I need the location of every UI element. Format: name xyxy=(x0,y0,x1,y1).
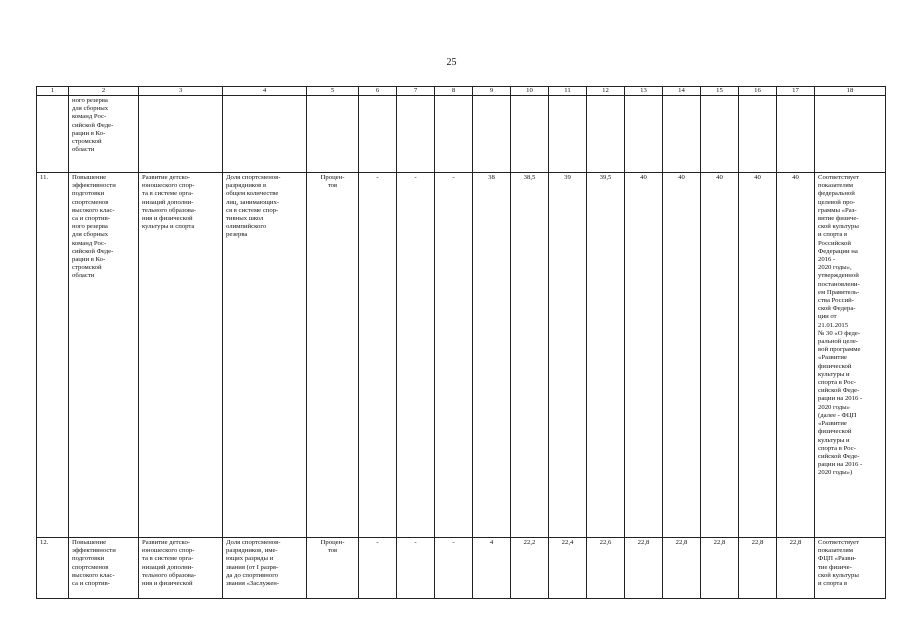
cell-value: - xyxy=(359,173,397,538)
column-number: 16 xyxy=(739,87,777,96)
cell-empty xyxy=(359,96,397,173)
column-number: 15 xyxy=(701,87,739,96)
cell-value: 4 xyxy=(473,538,511,599)
cell-note: Соответствует показателям федеральной целевой про- граммы «Раз- витие физиче- ской культуры и спорта в Российской Федерации на 2016 - 2020 годы», утвержденной постановлени- ем Правитель- ства Россий- ской Федера- ции от 21.01.2015 № 30 «О феде- ральной целе- вой программе «Развитие физической культуры и спорта в Рос- сийской Феде- рации на 2016 - 2020 годы» (далее - ФЦП «Развитие физической культуры и спорта в Рос- сийской Феде- рации на 2016 - 2020 годы») xyxy=(815,173,886,538)
cell-value: - xyxy=(359,538,397,599)
cell-value: 22,8 xyxy=(625,538,663,599)
cell-index: 12. xyxy=(37,538,69,599)
cell-index: 11. xyxy=(37,173,69,538)
column-number: 10 xyxy=(511,87,549,96)
table-row-12 xyxy=(37,538,886,599)
cell-index xyxy=(37,96,69,173)
cell-value: 22,2 xyxy=(511,538,549,599)
cell-empty xyxy=(739,96,777,173)
cell-value: 38,5 xyxy=(511,173,549,538)
cell-empty xyxy=(223,96,307,173)
indicators-table xyxy=(36,86,886,599)
table-row-11 xyxy=(37,173,886,538)
cell-value: 40 xyxy=(739,173,777,538)
cell-empty xyxy=(663,96,701,173)
column-number: 5 xyxy=(307,87,359,96)
cell-goal: ного резерва для сборных команд Рос- сийской Феде- рации в Ко- стромской области xyxy=(69,96,139,173)
column-number: 17 xyxy=(777,87,815,96)
cell-value: - xyxy=(435,173,473,538)
cell-value: 22,4 xyxy=(549,538,587,599)
cell-value: 40 xyxy=(701,173,739,538)
column-number: 7 xyxy=(397,87,435,96)
cell-value: - xyxy=(397,173,435,538)
cell-empty xyxy=(815,96,886,173)
column-number: 3 xyxy=(139,87,223,96)
cell-task: Развитие детско- юношеского спор- та в системе орга- низаций дополни- тельного образова- ния и физической xyxy=(139,538,223,599)
cell-goal: Повышение эффективности подготовки спортсменов высокого клас- са и спортив- ного резерва для сборных команд Рос- сийской Феде- рации в Ко- стромской области xyxy=(69,173,139,538)
cell-value: 22,8 xyxy=(663,538,701,599)
column-number: 13 xyxy=(625,87,663,96)
cell-empty xyxy=(625,96,663,173)
cell-empty xyxy=(307,96,359,173)
cell-value: 40 xyxy=(777,173,815,538)
cell-unit: Процен- тов xyxy=(307,173,359,538)
cell-value: 38 xyxy=(473,173,511,538)
cell-empty xyxy=(777,96,815,173)
column-number: 2 xyxy=(69,87,139,96)
column-number-row xyxy=(37,87,886,96)
cell-empty xyxy=(701,96,739,173)
cell-value: 22,6 xyxy=(587,538,625,599)
column-number: 12 xyxy=(587,87,625,96)
page-number: 25 xyxy=(446,57,457,68)
cell-value: - xyxy=(435,538,473,599)
cell-empty xyxy=(435,96,473,173)
table-row-continuation xyxy=(37,96,886,173)
cell-empty xyxy=(511,96,549,173)
column-number: 1 xyxy=(37,87,69,96)
cell-value: 22,8 xyxy=(777,538,815,599)
cell-empty xyxy=(587,96,625,173)
cell-value: 40 xyxy=(625,173,663,538)
column-number: 4 xyxy=(223,87,307,96)
cell-value: 22,8 xyxy=(739,538,777,599)
cell-value: 39 xyxy=(549,173,587,538)
column-number: 8 xyxy=(435,87,473,96)
cell-indicator: Доля спортсменов- разрядников, име- ющих разряды и звания (от I разря- да до спортивного звания «Заслужен- xyxy=(223,538,307,599)
cell-value: 40 xyxy=(663,173,701,538)
cell-value: 22,8 xyxy=(701,538,739,599)
cell-empty xyxy=(549,96,587,173)
cell-task: Развитие детско- юношеского спор- та в системе орга- низаций дополни- тельного образова- ния и физической культуры и спорта xyxy=(139,173,223,538)
cell-empty xyxy=(397,96,435,173)
cell-unit: Процен- тов xyxy=(307,538,359,599)
column-number: 14 xyxy=(663,87,701,96)
column-number: 9 xyxy=(473,87,511,96)
cell-note: Соответствует показателям ФЦП «Разви- тие физиче- ской культуры и спорта в xyxy=(815,538,886,599)
cell-empty xyxy=(139,96,223,173)
cell-value: - xyxy=(397,538,435,599)
column-number: 11 xyxy=(549,87,587,96)
column-number: 6 xyxy=(359,87,397,96)
cell-empty xyxy=(473,96,511,173)
cell-goal: Повышение эффективности подготовки спортсменов высокого клас- са и спортив- xyxy=(69,538,139,599)
cell-indicator: Доля спортсменов- разрядников в общем количестве лиц, занимающих- ся в системе спор- тивных школ олимпийского резерва xyxy=(223,173,307,538)
column-number: 18 xyxy=(815,87,886,96)
cell-value: 39,5 xyxy=(587,173,625,538)
